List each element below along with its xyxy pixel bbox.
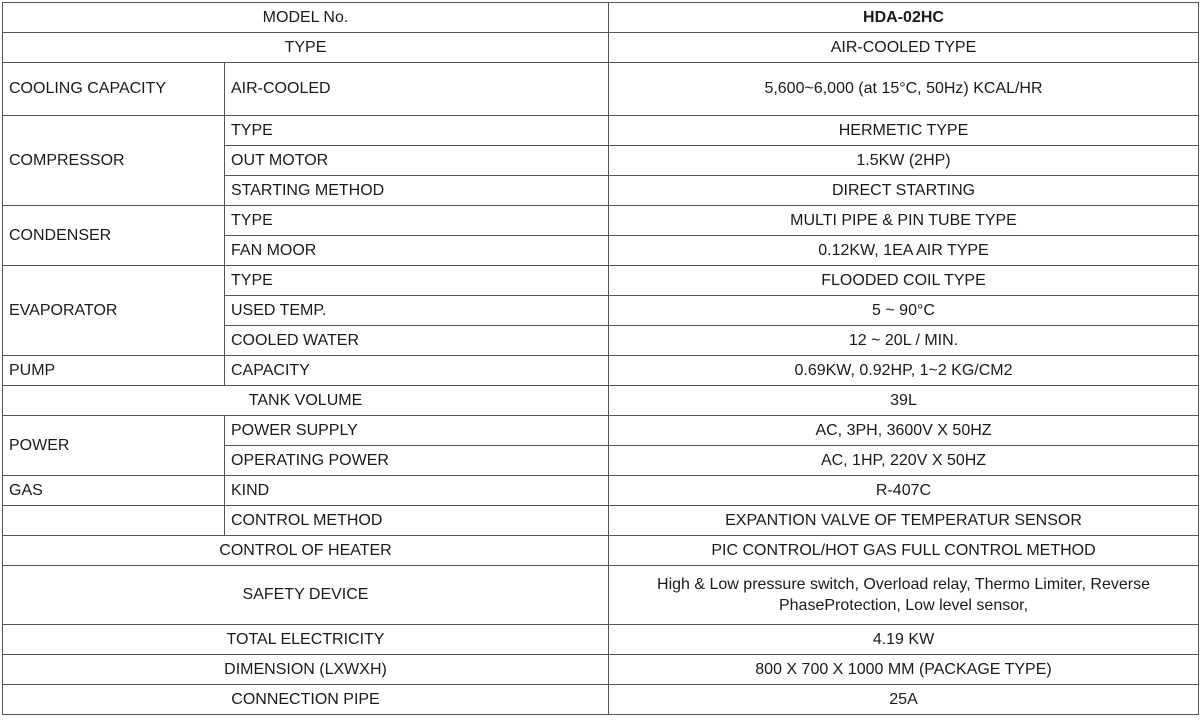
pump-value: 0.69KW, 0.92HP, 1~2 KG/CM2: [609, 356, 1199, 386]
connection-pipe-label: CONNECTION PIPE: [3, 685, 609, 715]
connection-pipe-row: [3, 685, 1199, 715]
evaporator-value: 5 ~ 90°C: [609, 296, 1199, 326]
pump-group: PUMP: [3, 356, 225, 386]
total-electricity-value: 4.19 KW: [609, 625, 1199, 655]
type-label: TYPE: [3, 33, 609, 63]
condenser-sub: FAN MOOR: [225, 236, 609, 266]
type-row: [3, 33, 1199, 63]
total-electricity-label: TOTAL ELECTRICITY: [3, 625, 609, 655]
condenser-row: [3, 206, 1199, 236]
evaporator-sub: COOLED WATER: [225, 326, 609, 356]
type-value: AIR-COOLED TYPE: [609, 33, 1199, 63]
power-group: POWER: [3, 416, 225, 476]
condenser-group: CONDENSER: [3, 206, 225, 266]
compressor-sub: TYPE: [225, 116, 609, 146]
compressor-value: HERMETIC TYPE: [609, 116, 1199, 146]
connection-pipe-value: 25A: [609, 685, 1199, 715]
compressor-sub: OUT MOTOR: [225, 146, 609, 176]
compressor-value: 1.5KW (2HP): [609, 146, 1199, 176]
condenser-sub: TYPE: [225, 206, 609, 236]
model-value: HDA-02HC: [609, 3, 1199, 33]
control-of-heater-row: [3, 536, 1199, 566]
compressor-value: DIRECT STARTING: [609, 176, 1199, 206]
gas-value: R-407C: [609, 476, 1199, 506]
tank-volume-label: TANK VOLUME: [3, 386, 609, 416]
pump-row: [3, 356, 1199, 386]
evaporator-value: FLOODED COIL TYPE: [609, 266, 1199, 296]
evaporator-sub: TYPE: [225, 266, 609, 296]
spec-table: [2, 2, 1199, 715]
power-sub: POWER SUPPLY: [225, 416, 609, 446]
model-row: [3, 3, 1199, 33]
gas-sub: KIND: [225, 476, 609, 506]
evaporator-value: 12 ~ 20L / MIN.: [609, 326, 1199, 356]
model-label: MODEL No.: [3, 3, 609, 33]
condenser-value: 0.12KW, 1EA AIR TYPE: [609, 236, 1199, 266]
dimension-value: 800 X 700 X 1000 MM (PACKAGE TYPE): [609, 655, 1199, 685]
dimension-label: DIMENSION (LXWXH): [3, 655, 609, 685]
control-of-heater-label: CONTROL OF HEATER: [3, 536, 609, 566]
control-method-group: [3, 506, 225, 536]
cooling-capacity-value: 5,600~6,000 (at 15°C, 50Hz) KCAL/HR: [609, 63, 1199, 116]
safety-device-label: SAFETY DEVICE: [3, 566, 609, 625]
cooling-capacity-group: COOLING CAPACITY: [3, 63, 225, 116]
control-method-sub: CONTROL METHOD: [225, 506, 609, 536]
compressor-group: COMPRESSOR: [3, 116, 225, 206]
tank-volume-row: [3, 386, 1199, 416]
power-sub: OPERATING POWER: [225, 446, 609, 476]
safety-device-value: High & Low pressure switch, Overload relay, Thermo Limiter, Reverse PhaseProtection, Low level sensor,: [609, 566, 1199, 625]
condenser-value: MULTI PIPE & PIN TUBE TYPE: [609, 206, 1199, 236]
control-of-heater-value: PIC CONTROL/HOT GAS FULL CONTROL METHOD: [609, 536, 1199, 566]
tank-volume-value: 39L: [609, 386, 1199, 416]
total-electricity-row: [3, 625, 1199, 655]
safety-device-row: [3, 566, 1199, 625]
evaporator-group: EVAPORATOR: [3, 266, 225, 356]
cooling-capacity-sub: AIR-COOLED: [225, 63, 609, 116]
dimension-row: [3, 655, 1199, 685]
gas-row: [3, 476, 1199, 506]
power-row: [3, 416, 1199, 446]
cooling-capacity-row: [3, 63, 1199, 116]
gas-group: GAS: [3, 476, 225, 506]
power-value: AC, 1HP, 220V X 50HZ: [609, 446, 1199, 476]
control-method-row: [3, 506, 1199, 536]
compressor-sub: STARTING METHOD: [225, 176, 609, 206]
evaporator-sub: USED TEMP.: [225, 296, 609, 326]
power-value: AC, 3PH, 3600V X 50HZ: [609, 416, 1199, 446]
compressor-row: [3, 116, 1199, 146]
pump-sub: CAPACITY: [225, 356, 609, 386]
control-method-value: EXPANTION VALVE OF TEMPERATUR SENSOR: [609, 506, 1199, 536]
evaporator-row: [3, 266, 1199, 296]
